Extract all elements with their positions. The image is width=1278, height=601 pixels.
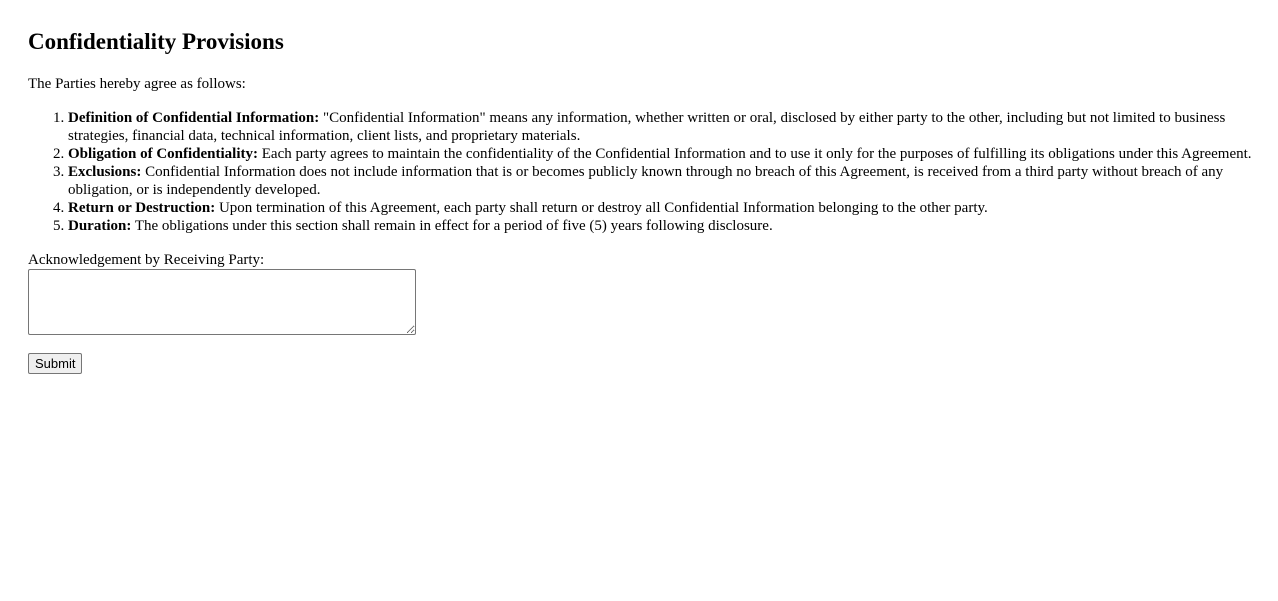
submit-button[interactable]: Submit — [28, 353, 82, 374]
acknowledgement-label: Acknowledgement by Receiving Party: — [28, 252, 265, 268]
intro-text: The Parties hereby agree as follows: — [28, 76, 246, 92]
provision-text: Upon termination of this Agreement, each party shall return or destroy all Confidential Information belonging to the other party. — [215, 200, 988, 216]
page-title: Confidentiality Provisions — [28, 29, 284, 54]
provision-item — [68, 163, 1258, 199]
acknowledgement-form — [28, 251, 1258, 374]
provision-item — [68, 199, 1258, 217]
provision-text: Each party agrees to maintain the confidentiality of the Confidential Information and to use it only for the purposes of fulfilling its obligations under this Agreement. — [258, 146, 1252, 162]
submit-row — [28, 353, 1258, 374]
provision-item — [68, 109, 1258, 145]
provision-term: Definition of Confidential Information: — [68, 110, 320, 126]
provision-term: Exclusions: — [68, 164, 142, 180]
provision-term: Duration: — [68, 218, 132, 234]
acknowledgement-textarea[interactable] — [28, 269, 416, 335]
provision-text: "Confidential Information" means any information, whether written or oral, disclosed by either party to the other, including but not limited to business strategies, financial data, technical information, client lists, and proprietary materials. — [68, 110, 1226, 144]
provision-text: The obligations under this section shall remain in effect for a period of five (5) years following disclosure. — [131, 218, 773, 234]
provision-term: Return or Destruction: — [68, 200, 216, 216]
provisions-list — [28, 109, 1258, 235]
provision-term: Obligation of Confidentiality: — [68, 146, 259, 162]
document-page — [28, 0, 1258, 374]
provision-text: Confidential Information does not include information that is or becomes publicly known through no breach of this Agreement, is received from a third party without breach of any obligation, or is independently developed. — [68, 164, 1224, 198]
provision-item — [68, 145, 1258, 163]
provision-item — [68, 217, 1258, 235]
